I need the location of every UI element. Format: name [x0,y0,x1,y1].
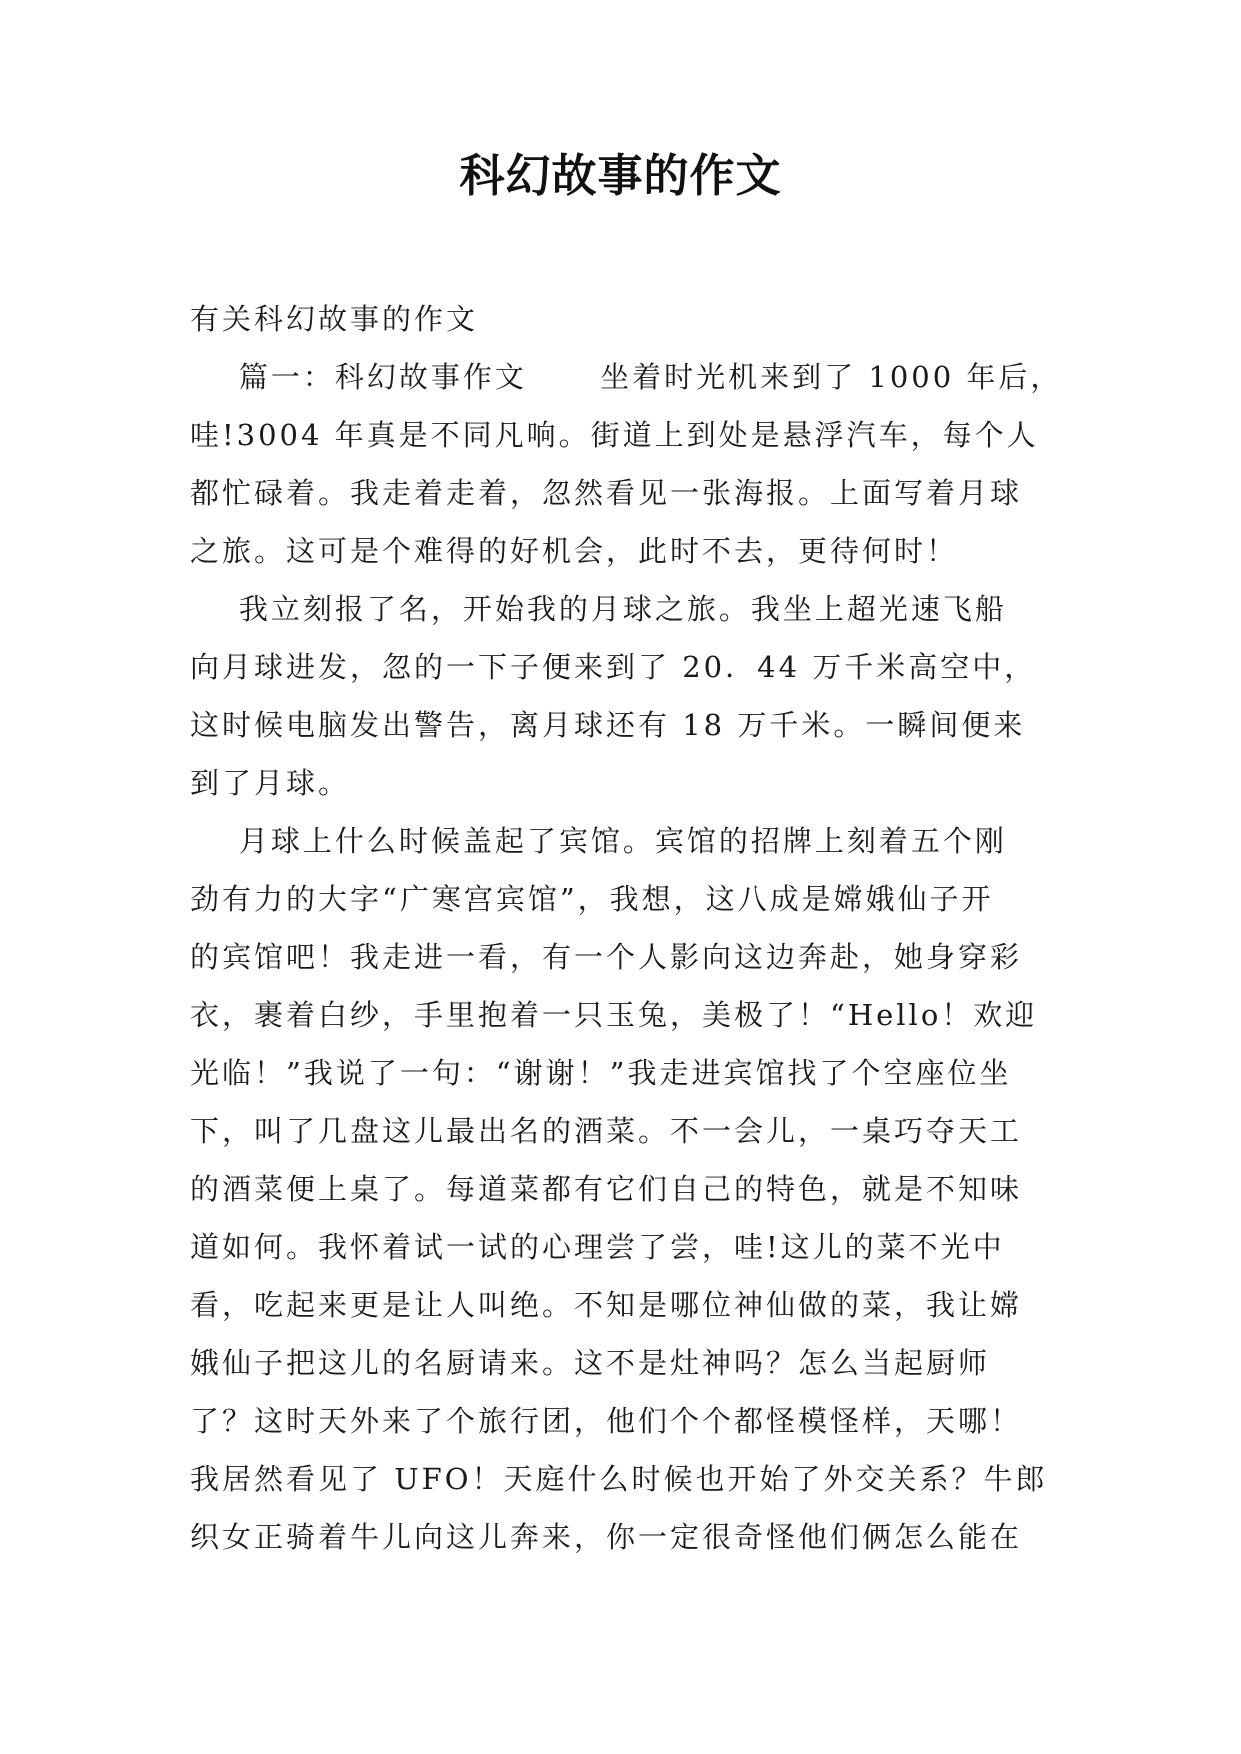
body-line: 的宾馆吧！我走进一看，有一个人影向这边奔赴，她身穿彩 [190,940,1023,974]
body-line: 月球上什么时候盖起了宾馆。宾馆的招牌上刻着五个刚 [190,824,1007,858]
body-line: 之旅。这可是个难得的好机会，此时不去，更待何时！ [190,534,959,568]
body-line: 光临！”我说了一句：“谢谢！”我走进宾馆找了个空座位坐 [190,1056,1012,1090]
body-line: 篇一：科幻故事作文 坐着时光机来到了 1000 年后， [190,360,1063,394]
body-line: 到了月球。 [190,766,351,800]
body-line: 我居然看见了 UFO！天庭什么时候也开始了外交关系？牛郎 [190,1462,1048,1496]
body-line: 我立刻报了名，开始我的月球之旅。我坐上超光速飞船 [190,592,1007,626]
body-line: 哇!3004 年真是不同凡响。街道上到处是悬浮汽车，每个人 [190,418,1039,452]
document-title: 科幻故事的作文 [459,149,782,202]
body-line: 道如何。我怀着试一试的心理尝了尝，哇!这儿的菜不光中 [190,1230,1005,1264]
body-line: 了？这时天外来了个旅行团，他们个个都怪模怪样，天哪！ [190,1404,1023,1438]
body-line: 织女正骑着牛儿向这儿奔来，你一定很奇怪他们俩怎么能在 [190,1520,1023,1554]
document-body [190,290,1070,1566]
body-line: 这时候电脑发出警告，离月球还有 18 万千米。一瞬间便来 [190,708,1026,742]
body-line: 有关科幻故事的作文 [190,302,479,336]
body-line: 向月球进发，忽的一下子便来到了 20．44 万千米高空中， [190,650,1037,684]
body-line: 下，叫了几盘这儿最出名的酒菜。不一会儿，一桌巧夺天工 [190,1114,1023,1148]
body-line: 的酒菜便上桌了。每道菜都有它们自己的特色，就是不知味 [190,1172,1023,1206]
body-line: 看，吃起来更是让人叫绝。不知是哪位神仙做的菜，我让嫦 [190,1288,1023,1322]
body-line: 衣，裹着白纱，手里抱着一只玉兔，美极了！“Hello！欢迎 [190,998,1038,1032]
body-line: 都忙碌着。我走着走着，忽然看见一张海报。上面写着月球 [190,476,1023,510]
body-line: 娥仙子把这儿的名厨请来。这不是灶神吗？怎么当起厨师 [190,1346,991,1380]
body-line: 劲有力的大字“广寒宫宾馆”，我想，这八成是嫦娥仙子开 [190,882,994,916]
